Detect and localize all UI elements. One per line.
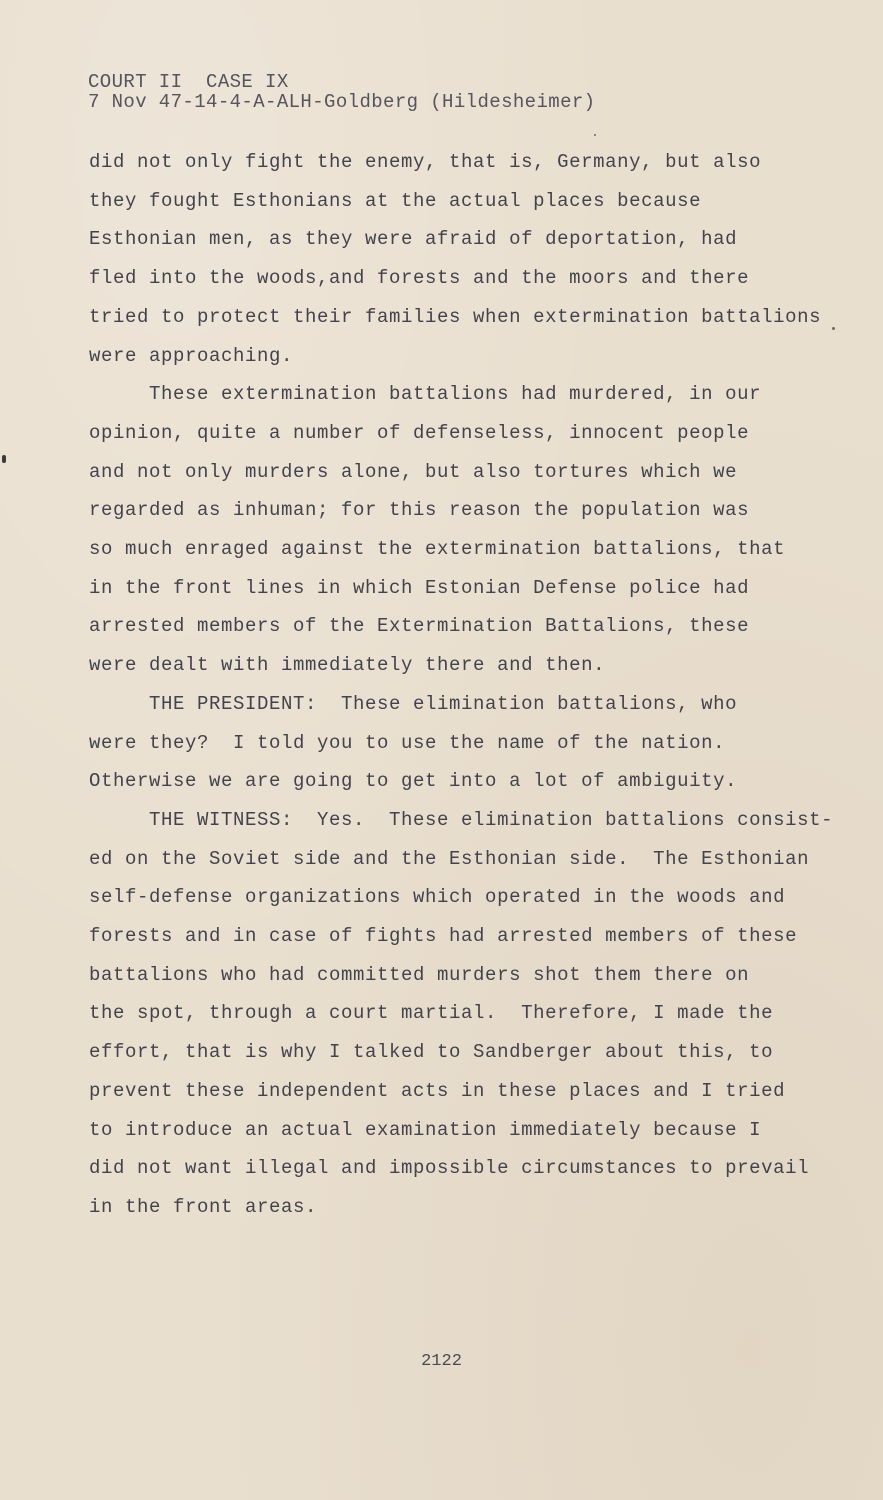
text-line: forests and in case of fights had arrested members of these [89,925,798,948]
text-line: to introduce an actual examination immediately because I [89,1118,762,1141]
text-line: prevent these independent acts in these places and I tried [89,1079,786,1102]
text-line: so much enraged against the extermination battalions, that [89,538,786,561]
date-reference-line: 7 Nov 47-14-4-A-ALH-Goldberg (Hildesheimer) [88,91,596,113]
transcript-body [89,143,834,1227]
text-line: in the front areas. [89,1195,318,1218]
binding-hole-mark [2,455,6,463]
paper-speck [594,134,596,136]
text-line: tried to protect their families when extermination battalions [89,305,822,328]
page-number: 2122 [421,1352,462,1371]
text-line: effort, that is why I talked to Sandberger about this, to [89,1041,774,1064]
text-line: in the front lines in which Estonian Defense police had [89,576,750,599]
text-line: opinion, quite a number of defenseless, innocent people [89,421,750,444]
text-line: arrested members of the Extermination Battalions, these [89,615,750,638]
text-line: they fought Esthonians at the actual places because [89,189,702,212]
text-line: Esthonian men, as they were afraid of deportation, had [89,228,738,251]
paper-speck [832,327,835,330]
text-line: the spot, through a court martial. Therefore, I made the [89,1002,774,1025]
text-line: THE WITNESS: Yes. These elimination battalions consist- [89,808,834,831]
court-case-line: COURT II CASE IX [88,71,289,93]
text-line: were dealt with immediately there and then. [89,654,606,677]
text-line: regarded as inhuman; for this reason the population was [89,499,750,522]
text-line: ed on the Soviet side and the Esthonian side. The Esthonian [89,847,810,870]
text-line: fled into the woods,and forests and the moors and there [89,267,750,290]
text-line: THE PRESIDENT: These elimination battalions, who [89,692,738,715]
text-line: battalions who had committed murders shot them there on [89,963,750,986]
text-line: self-defense organizations which operated in the woods and [89,886,786,909]
text-line: Otherwise we are going to get into a lot of ambiguity. [89,770,738,793]
text-line: did not want illegal and impossible circumstances to prevail [89,1157,810,1180]
text-line: were approaching. [89,344,294,367]
text-line: These extermination battalions had murdered, in our [89,383,762,406]
document-header [88,72,595,112]
text-line: were they? I told you to use the name of the nation. [89,731,726,754]
text-line: and not only murders alone, but also tortures which we [89,460,738,483]
text-line: did not only fight the enemy, that is, Germany, but also [89,151,762,173]
